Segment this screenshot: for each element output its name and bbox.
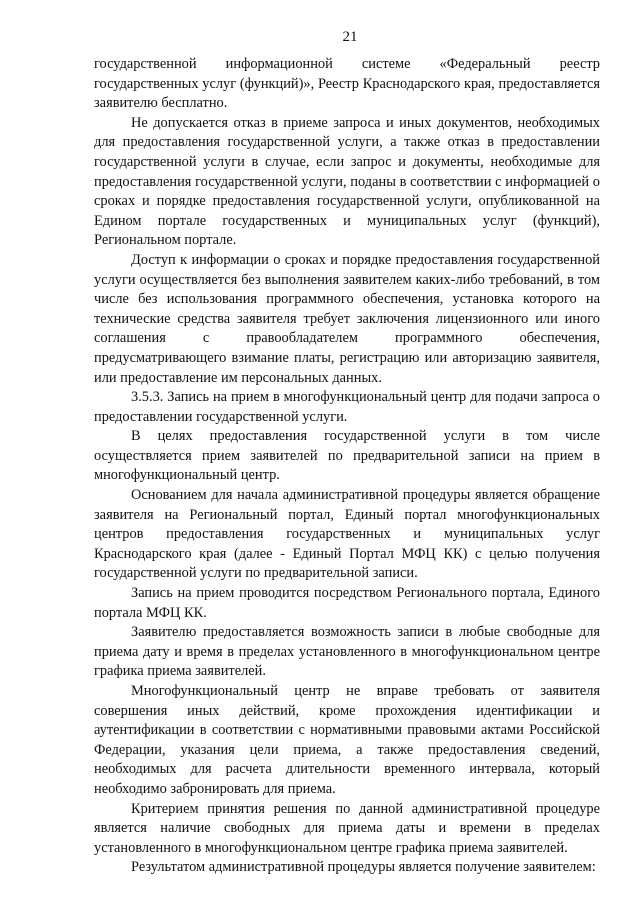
paragraph-registration-channels: Запись на прием проводится посредством Регионального портала, Единого портала МФЦ КК.	[94, 585, 600, 621]
paragraph-free-slots: Заявителю предоставляется возможность записи в любые свободные для приема дату и время в пределах установленного в многофункциональном центре графика приема заявителей.	[94, 624, 600, 680]
paragraph-pre-registration: В целях предоставления государственной услуги в том числе осуществляется прием заявителей по предварительной записи на прием в многофункциональный центр.	[94, 428, 600, 484]
paragraph-information-access: Доступ к информации о сроках и порядке предоставления государственной услуги осуществляется без выполнения заявителем каких-либо требований, в том числе без использования программного обеспечения, установка которого на технические средства заявителя требует заключения лицензионного или иного соглашения с правообладателем программного обеспечения, предусматривающего взимание платы, регистрацию или авторизацию заявителя, или предоставление им персональных данных.	[94, 251, 600, 386]
paragraph-procedure-result: Результатом административной процедуры является получение заявителем:	[131, 859, 596, 876]
paragraph-procedure-basis: Основанием для начала административной процедуры является обращение заявителя на Региональный портал, Единый портал многофункциональных центров предоставления государственных и муниципальных услуг Краснодарского края (далее - Единый Портал МФЦ КК) с целью получения государственной услуги по предварительной записи.	[94, 487, 600, 582]
paragraph-refusal-not-allowed: Не допускается отказ в приеме запроса и иных документов, необходимых для предоставления государственной услуги, а также отказ в предоставлении государственной услуги в случае, если запрос и документы, необходимые для предоставления государственной услуги, поданы в соответствии с информацией о сроках и порядке предоставления государственной услуги, опубликованной на Едином портале государственных и муниципальных услуг (функций), Региональном портале.	[94, 114, 600, 249]
section-heading-3-5-3: 3.5.3. Запись на прием в многофункциональный центр для подачи запроса о предоставлении государственной услуги.	[94, 389, 600, 425]
page-number: 21	[342, 29, 358, 45]
paragraph-decision-criterion: Критерием принятия решения по данной административной процедуре является наличие свободных для приема даты и времени в пределах установленного в многофункциональном центре графика приема заявителей.	[94, 800, 600, 856]
paragraph-mfc-requirements: Многофункциональный центр не вправе требовать от заявителя совершения иных действий, кроме прохождения идентификации и аутентификации в соответствии с нормативными правовыми актами Российской Федерации, указания цели приема, а также предоставления сведений, необходимых для расчета длительности временного интервала, который необходимо забронировать для приема.	[94, 683, 600, 797]
document-body	[94, 55, 600, 878]
paragraph-continuation: государственной информационной системе «Федеральный реестр государственных услуг (функций)», Реестр Краснодарского края, предоставляется заявителю бесплатно.	[94, 56, 600, 112]
